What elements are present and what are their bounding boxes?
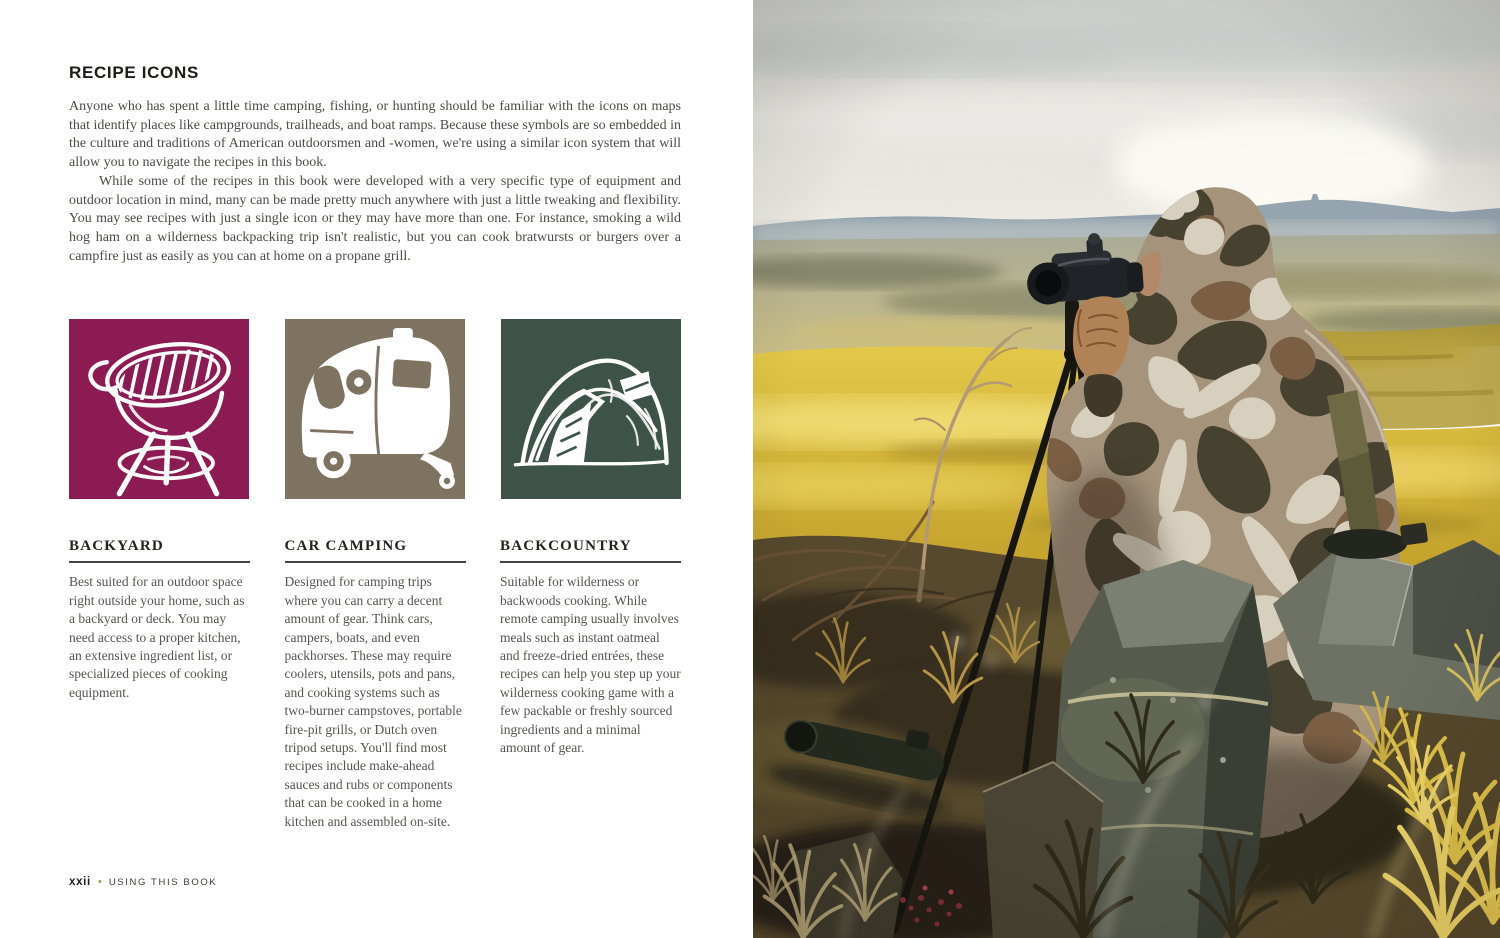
intro-paragraph-1: Anyone who has spent a little time camping, fishing, or hunting should be familiar with the icons on maps that identify places like campgrounds, trailheads, and boat ramps. Because these symbols are so embedded in the culture and traditions of American outdoorsmen and -women, we're using a similar icon system that will allow you to navigate the recipes in this book.: [69, 99, 681, 171]
category-heading-car-camping: CAR CAMPING: [285, 537, 466, 563]
hero-photo: [753, 0, 1500, 938]
category-backcountry: [500, 537, 681, 831]
category-tiles: [69, 319, 681, 499]
category-columns: [69, 537, 681, 831]
tent-icon: [501, 319, 681, 499]
category-heading-backyard: BACKYARD: [69, 537, 250, 563]
backyard-tile: [69, 319, 249, 499]
page-number: xxii: [69, 876, 91, 888]
category-description-backyard: Best suited for an outdoor space right outside your home, such as a backyard or deck. You may need access to a proper kitchen, an extensive ingredient list, or specialized pieces of cooking equipment.: [69, 574, 245, 700]
intro-paragraph-2: While some of the recipes in this book were developed with a very specific type of equipment and outdoor location in mind, many can be made pretty much anywhere with just a little tweaking and flexibility. You may see recipes with just a single icon or they may have more than one. For instance, smoking a wild hog ham on a wilderness backpacking trip isn't realistic, but you can cook bratwursts or burgers over a campfire just as easily as you can at home on a propane grill.: [69, 173, 681, 264]
category-description-car-camping: Designed for camping trips where you can carry a decent amount of gear. Think cars, campers, boats, and even packhorses. These may require coolers, utensils, pots and pans, and cooking systems such as two-burner campstoves, portable fire-pit grills, or Dutch oven tripod setups. You'll find most recipes include make-ahead sauces and rubs or components that can be cooked in a home kitchen and assembled on-site.: [284, 574, 462, 829]
footer-bullet-icon: •: [97, 875, 102, 888]
backcountry-tile: [501, 319, 681, 499]
camper-icon: [285, 319, 465, 499]
page-title: RECIPE ICONS: [69, 63, 200, 82]
left-page: [69, 0, 681, 831]
grill-icon: [69, 319, 249, 499]
category-car-camping: [285, 537, 466, 831]
intro-text: [69, 98, 681, 266]
footer-section-label: USING THIS BOOK: [108, 876, 218, 888]
car-camping-tile: [285, 319, 465, 499]
page-footer: [69, 876, 217, 888]
category-heading-backcountry: BACKCOUNTRY: [500, 537, 681, 563]
hunter-glassing-photo: [753, 0, 1500, 938]
category-backyard: [69, 537, 250, 831]
photo-vignette: [753, 0, 1500, 938]
category-description-backcountry: Suitable for wilderness or backwoods cooking. While remote camping usually involves meals such as instant oatmeal and freeze-dried entrées, these recipes can help you step up your wilderness cooking game with a few packable or freshly sourced ingredients and a minimal amount of gear.: [500, 574, 681, 755]
